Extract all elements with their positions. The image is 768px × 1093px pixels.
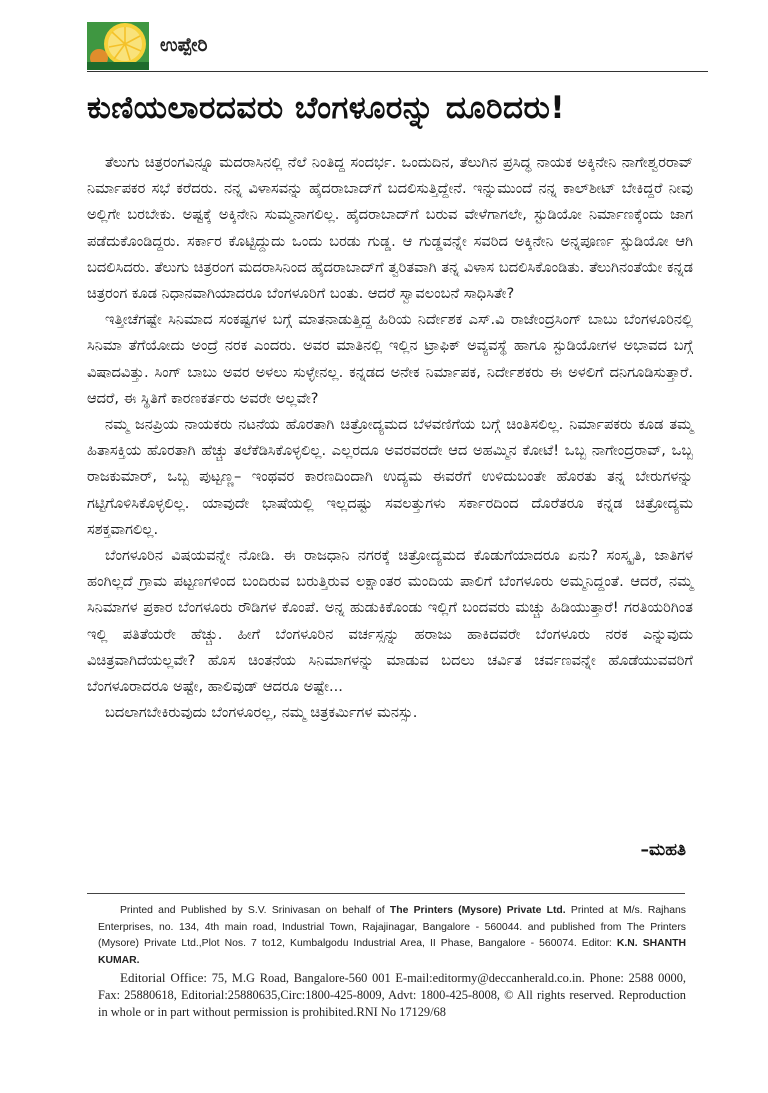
page-header (87, 22, 708, 72)
article-title: ಕುಣಿಯಲಾರದವರು ಬೆಂಗಳೂರನ್ನು ದೂರಿದರು! (87, 90, 565, 126)
header-divider (87, 71, 708, 72)
article-paragraph: ಇತ್ತೀಚೆಗಷ್ಟೇ ಸಿನಿಮಾದ ಸಂಕಷ್ಟಗಳ ಬಗ್ಗೆ ಮಾತನಾಡುತ್ತಿದ್ದ ಹಿರಿಯ ನಿರ್ದೇಶಕ ಎಸ್.ವಿ ರಾಜೇಂದ್ರಸಿಂಗ್ ಬಾಬು ಬೆಂಗಳೂರಿನಲ್ಲಿ ಸಿನಿಮಾ ತೆಗೆಯೋದು ಅಂದ್ರೆ ನರಕ ಎಂದರು. ಅವರ ಮಾತಿನಲ್ಲಿ ಇಲ್ಲಿನ ಟ್ರಾಫಿಕ್ ಅವ್ಯವಸ್ಥೆ ಹಾಗೂ ಸ್ಟುಡಿಯೋಗಳ ಅಭಾವದ ಬಗ್ಗೆ ವಿಷಾದವಿತ್ತು. ಸಿಂಗ್ ಬಾಬು ಅವರ ಅಳಲು ಸುಳ್ಳೇನಲ್ಲ. ಕನ್ನಡದ ಅನೇಕ ನಿರ್ಮಾಪಕ, ನಿರ್ದೇಶಕರು ಈ ಅಳಲಿಗೆ ದನಿಗೂಡಿಸುತ್ತಾರೆ. ಆದರೆ, ಈ ಸ್ಥಿತಿಗೆ ಕಾರಣಕರ್ತರು ಅವರೇ ಅಲ್ಲವೇ? (87, 311, 693, 407)
printer-name: The Printers (Mysore) Private Ltd. (389, 905, 566, 916)
imprint-text: Printed at M/s. Rajhans Enterprises, no. 134, 4th main road, Industrial Town, Rajajinagar, Bangalore - 560044. and published from The Printers (Mysore) Private Ltd.,Plot Nos. 7 to12, Kumbalgodu Industrial Area, II Phase, Bangalore - 560074. Editor: (98, 905, 687, 949)
section-title: ಉಪ್ಪೇರಿ (160, 34, 208, 56)
lemon-slice-icon (87, 22, 149, 70)
article-paragraph: ತೆಲುಗು ಚಿತ್ರರಂಗವಿನ್ನೂ ಮದರಾಸಿನಲ್ಲಿ ನೆಲೆ ನಿಂತಿದ್ದ ಸಂದರ್ಭ. ಒಂದುದಿನ, ತೆಲುಗಿನ ಪ್ರಸಿದ್ಧ ನಾಯಕ ಅಕ್ಕಿನೇನಿ ನಾಗೇಶ್ವರರಾವ್ ನಿರ್ಮಾಪಕರ ಸಭೆ ಕರೆದರು. ನನ್ನ ವಿಳಾಸವನ್ನು ಹೈದರಾಬಾದ್‌ಗೆ ಬದಲಿಸುತ್ತಿದ್ದೇನೆ. ಇನ್ನುಮುಂದೆ ನನ್ನ ಕಾಲ್‌ಶೀಟ್ ಬೇಕಿದ್ದರೆ ನೀವು ಅಲ್ಲಿಗೇ ಬರಬೇಕು. ಅಷ್ಟಕ್ಕೆ ಅಕ್ಕಿನೇನಿ ಸುಮ್ಮನಾಗಲಿಲ್ಲ. ಹೈದರಾಬಾದ್‌ಗೆ ಬರುವ ವೇಳೆಗಾಗಲೇ, ಸ್ಟುಡಿಯೋ ನಿರ್ಮಾಣಕ್ಕೆಂದು ಜಾಗ ಪಡೆದುಕೊಂಡಿದ್ದರು. ಸರ್ಕಾರ ಕೊಟ್ಟಿದ್ದುದು ಒಂದು ಬರಡು ಗುಡ್ಡ. ಆ ಗುಡ್ಡವನ್ನೇ ಸವರಿದ ಅಕ್ಕಿನೇನಿ ಅನ್ನಪೂರ್ಣ ಸ್ಟುಡಿಯೋ ಆಗಿ ಬದಲಿಸಿದರು. ತೆಲುಗು ಚಿತ್ರರಂಗ ಮದರಾಸಿನಿಂದ ಹೈದರಾಬಾದ್‌ಗೆ ತ್ವರಿತವಾಗಿ ತನ್ನ ವಿಳಾಸ ಬದಲಿಸಿಕೊಂಡಿತು. ತೆಲುಗಿನಂತೆಯೇ ಕನ್ನಡ ಚಿತ್ರರಂಗ ಕೂಡ ನಿಧಾನವಾಗಿಯಾದರೂ ಬೆಂಗಳೂರಿಗೆ ಬಂತು. ಆದರೆ ಸ್ವಾವಲಂಬನೆ ಸಾಧಿಸಿತೇ? (87, 154, 693, 303)
imprint-office (98, 969, 686, 1021)
article-paragraph: ನಮ್ಮ ಜನಪ್ರಿಯ ನಾಯಕರು ನಟನೆಯ ಹೊರತಾಗಿ ಚಿತ್ರೋದ್ಯಮದ ಬೆಳವಣಿಗೆಯ ಬಗ್ಗೆ ಚಿಂತಿಸಲಿಲ್ಲ. ನಿರ್ಮಾಪಕರು ಕೂಡ ತಮ್ಮ ಹಿತಾಸಕ್ತಿಯ ಹೊರತಾಗಿ ಹೆಚ್ಚು ತಲೆಕೆಡಿಸಿಕೊಳ್ಳಲಿಲ್ಲ. ಎಲ್ಲರದೂ ಅವರವರದೇ ಆದ ಅಹಮ್ಮಿನ ಕೋಟೆ! ಒಬ್ಬ ನಾಗೇಂದ್ರರಾವ್, ಒಬ್ಬ ರಾಜಕುಮಾರ್, ಒಬ್ಬ ಪುಟ್ಟಣ್ಣ– ಇಂಥವರ ಕಾರಣದಿಂದಾಗಿ ಉದ್ಯಮ ಈವರೆಗೆ ಉಳಿದುಬಂತೇ ಹೊರತು ತನ್ನ ಬೇರುಗಳನ್ನು ಗಟ್ಟಿಗೊಳಿಸಿಕೊಳ್ಳಲಿಲ್ಲ. ಯಾವುದೇ ಭಾಷೆಯಲ್ಲಿ ಇಲ್ಲದಷ್ಟು ಸವಲತ್ತುಗಳು ಸರ್ಕಾರದಿಂದ ದೊರೆತರೂ ಕನ್ನಡ ಚಿತ್ರೋದ್ಯಮ ಸಶಕ್ತವಾಗಲಿಲ್ಲ. (87, 416, 693, 538)
imprint-text: Printed and Published by S.V. Srinivasan on behalf of (120, 905, 390, 916)
article-body (87, 150, 693, 726)
article-paragraph: ಬೆಂಗಳೂರಿನ ವಿಷಯವನ್ನೇ ನೋಡಿ. ಈ ರಾಜಧಾನಿ ನಗರಕ್ಕೆ ಚಿತ್ರೋದ್ಯಮದ ಕೊಡುಗೆಯಾದರೂ ಏನು? ಸಂಸ್ಕೃತಿ, ಜಾತಿಗಳ ಹಂಗಿಲ್ಲದೆ ಗ್ರಾಮ ಪಟ್ಟಣಗಳಿಂದ ಬಂದಿರುವ ಬರುತ್ತಿರುವ ಲಕ್ಷಾಂತರ ಮಂದಿಯ ಪಾಲಿಗೆ ಬೆಂಗಳೂರು ಅಮ್ಮನಿದ್ದಂತೆ. ಆದರೆ, ನಮ್ಮ ಸಿನಿಮಾಗಳ ಪ್ರಕಾರ ಬೆಂಗಳೂರು ರೌಡಿಗಳ ಕೊಂಪೆ. ಅನ್ನ ಹುಡುಕಿಕೊಂಡು ಇಲ್ಲಿಗೆ ಬಂದವರು ಮಚ್ಚು ಹಿಡಿಯುತ್ತಾರೆ! ಗರತಿಯರಿಗಿಂತ ಇಲ್ಲಿ ಪತಿತೆಯರೇ ಹೆಚ್ಚು. ಹೀಗೆ ಬೆಂಗಳೂರಿನ ವರ್ಚಸ್ಸನ್ನು ಹರಾಜು ಹಾಕಿದವರೇ ಬೆಂಗಳೂರು ನರಕ ಎನ್ನುವುದು ವಿಚಿತ್ರವಾಗಿದೆಯಲ್ಲವೇ? ಹೊಸ ಚಿಂತನೆಯ ಸಿನಿಮಾಗಳನ್ನು ಮಾಡುವ ಬದಲು ಚರ್ವಿತ ಚರ್ವಣವನ್ನೇ ಹೊಡೆಯುವವರಿಗೆ ಬೆಂಗಳೂರಾದರೂ ಅಷ್ಟೇ, ಹಾಲಿವುಡ್ ಆದರೂ ಅಷ್ಟೇ... (87, 547, 693, 696)
office-details: 75, M.G Road, Bangalore-560 001 E-mail:editormy@deccanherald.co.in. Phone: 2588 0000, Fax: 25880618, Editorial:25880635,Circ:1800-425-8009, Advt: 1800-425-8008, © All rights reserved. Reproduction in whole or in part without permission is prohibited.RNI No 17129/68 (98, 971, 687, 1019)
imprint-footer (98, 903, 686, 1021)
office-label: Editorial Office: (120, 970, 207, 985)
imprint-printed (98, 903, 686, 969)
footer-divider (87, 893, 685, 894)
editor-name: K.N. SHANTH KUMAR. (98, 938, 686, 966)
author-signature: –ಮಹತಿ (640, 840, 686, 860)
article-paragraph: ಬದಲಾಗಬೇಕಿರುವುದು ಬೆಂಗಳೂರಲ್ಲ, ನಮ್ಮ ಚಿತ್ರಕರ್ಮಿಗಳ ಮನಸ್ಸು. (105, 704, 418, 722)
